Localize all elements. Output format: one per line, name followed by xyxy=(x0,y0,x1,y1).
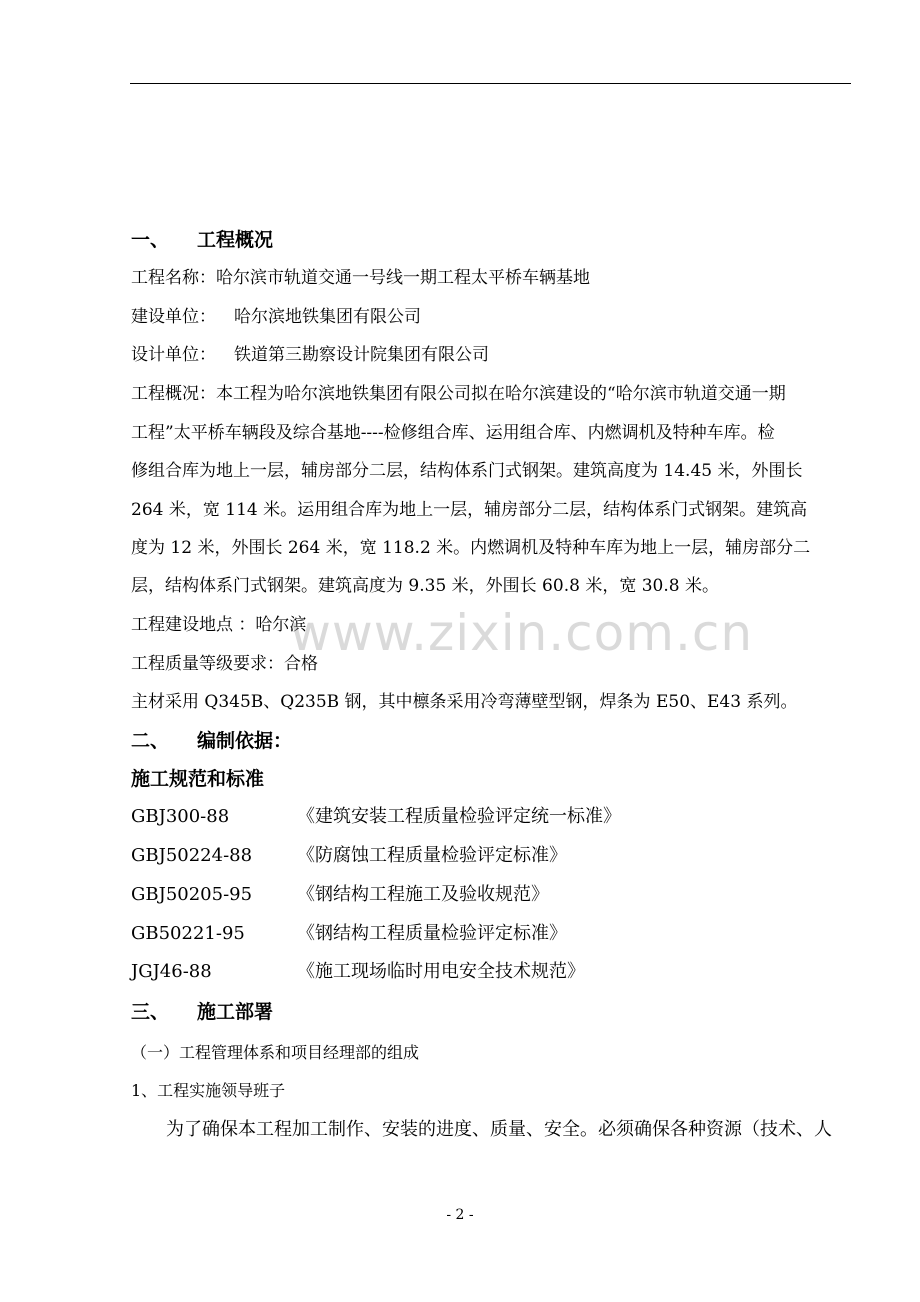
builder-label: 建设单位： xyxy=(131,307,216,327)
deployment-paragraph: 为了确保本工程加工制作、安装的进度、质量、安全。必须确保各种资源（技术、人 xyxy=(166,1119,832,1140)
materials-line: 主材采用 Q345B、Q235B 钢，其中檩条采用冷弯薄壁型钢，焊条为 E50、E43 系列。 xyxy=(131,692,798,712)
section-3-number: 三、 xyxy=(131,1001,170,1023)
builder-value: 哈尔滨地铁集团有限公司 xyxy=(234,307,421,327)
standard-title: 《施工现场临时用电安全技术规范》 xyxy=(297,961,585,982)
watermark: www.zixin.com.cn xyxy=(290,604,754,662)
section-1-number: 一、 xyxy=(131,229,170,251)
builder-line xyxy=(131,305,421,329)
summary-line: 修组合库为地上一层，辅房部分二层，结构体系门式钢架。建筑高度为 14.45 米，外围长 xyxy=(131,461,803,481)
summary-line: 工程”太平桥车辆段及综合基地----检修组合库、运用组合库、内燃调机及特种车库。检 xyxy=(131,423,775,443)
location-line: 工程建设地点 ：哈尔滨 xyxy=(131,615,307,635)
standard-title: 《钢结构工程质量检验评定标准》 xyxy=(297,923,567,944)
designer-line xyxy=(131,343,489,367)
designer-label: 设计单位： xyxy=(131,345,216,365)
section-3-title: 施工部署 xyxy=(197,1001,274,1023)
standard-code: GB50221-95 xyxy=(131,923,245,944)
project-name-line xyxy=(131,266,590,290)
section-2-title: 编制依据： xyxy=(197,730,293,752)
section-2-heading xyxy=(131,729,292,753)
standard-code: GBJ300-88 xyxy=(131,806,230,827)
summary-line: 层，结构体系门式钢架。建筑高度为 9.35 米，外围长 60.8 米，宽 30.8 米。 xyxy=(131,576,719,596)
standard-row xyxy=(131,844,567,868)
summary-line: 264 米，宽 114 米。运用组合库为地上一层，辅房部分二层，结构体系门式钢架。建筑高 xyxy=(131,500,808,520)
page-number: - 2 - xyxy=(446,1207,474,1223)
standard-row xyxy=(131,960,585,984)
standard-code: GBJ50224-88 xyxy=(131,845,253,866)
section-3-heading xyxy=(131,1000,273,1024)
project-name: 哈尔滨市轨道交通一号线一期工程太平桥车辆基地 xyxy=(216,268,590,288)
standards-heading: 施工规范和标准 xyxy=(131,768,265,790)
standard-code: JGJ46-88 xyxy=(131,961,212,982)
standard-title: 《钢结构工程施工及验收规范》 xyxy=(297,884,549,905)
standard-row xyxy=(131,883,549,907)
item-1: 1、工程实施领导班子 xyxy=(131,1081,286,1100)
section-1-heading xyxy=(131,228,273,252)
standard-title: 《防腐蚀工程质量检验评定标准》 xyxy=(297,845,567,866)
standard-row xyxy=(131,922,567,946)
standard-row xyxy=(131,805,621,829)
section-2-number: 二、 xyxy=(131,730,170,752)
summary-line: 度为 12 米，外围长 264 米，宽 118.2 米。内燃调机及特种车库为地上一层，辅房部分二 xyxy=(131,538,811,558)
quality-line: 工程质量等级要求：合格 xyxy=(131,654,318,674)
section-1-title: 工程概况 xyxy=(197,229,274,251)
summary-line: 工程概况：本工程为哈尔滨地铁集团有限公司拟在哈尔滨建设的“哈尔滨市轨道交通一期 xyxy=(131,384,786,404)
header-rule xyxy=(130,83,851,84)
standard-title: 《建筑安装工程质量检验评定统一标准》 xyxy=(297,806,621,827)
subsection-1: （一）工程管理体系和项目经理部的组成 xyxy=(131,1043,420,1062)
designer-value: 铁道第三勘察设计院集团有限公司 xyxy=(234,345,489,365)
standard-code: GBJ50205-95 xyxy=(131,884,253,905)
project-name-label: 工程名称： xyxy=(131,268,216,288)
